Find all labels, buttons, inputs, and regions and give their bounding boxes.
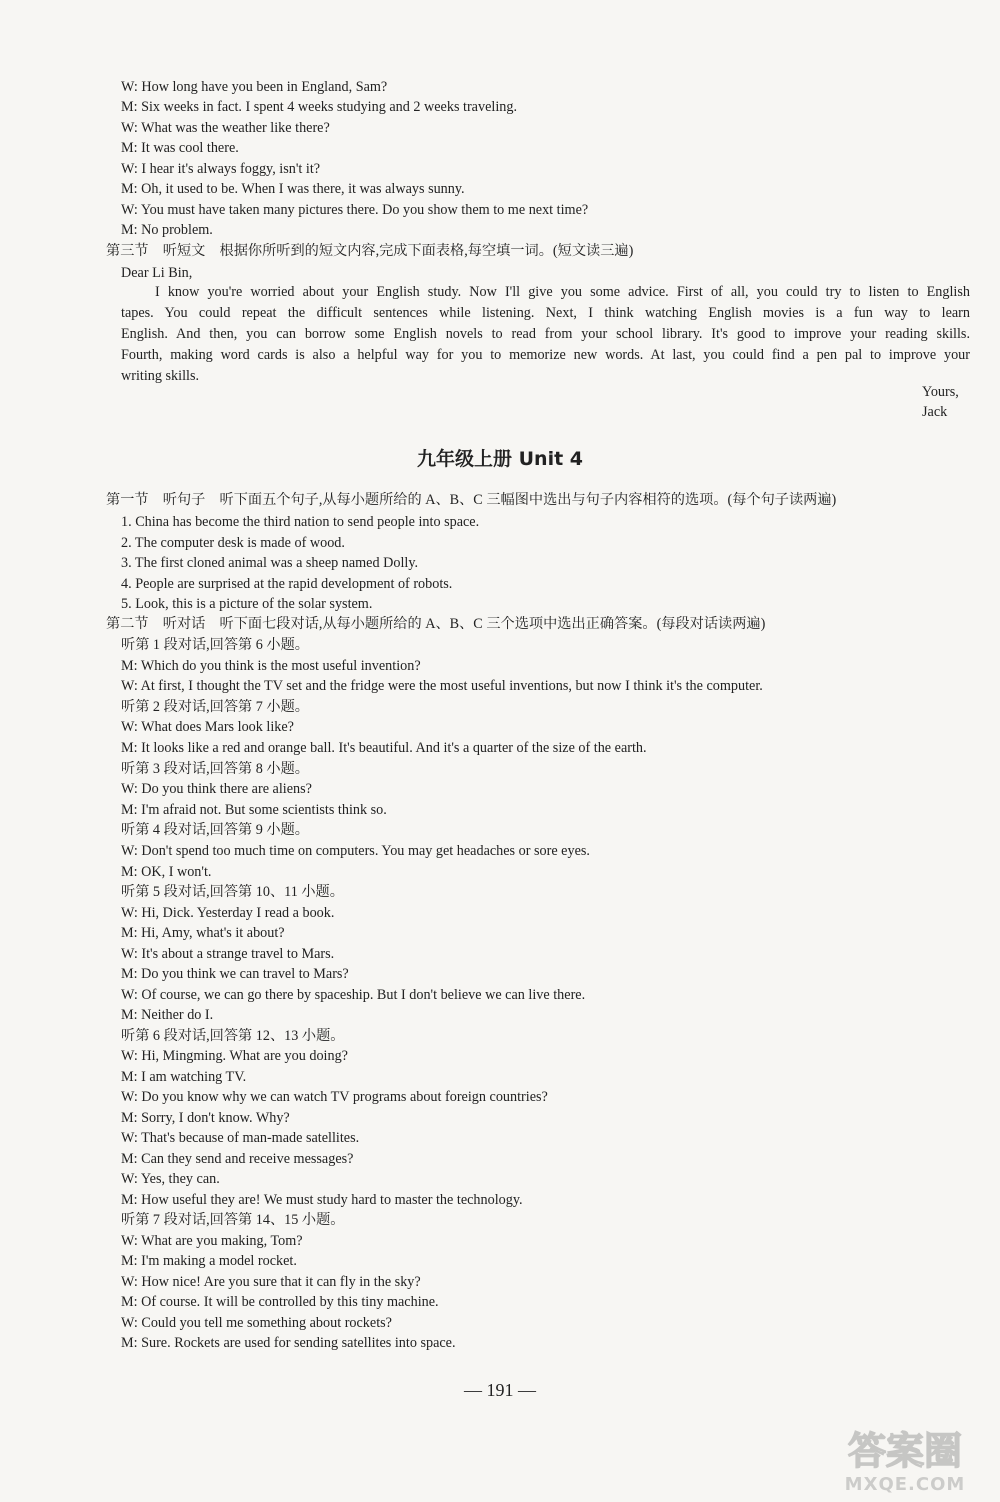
dialogue-line: M: Sorry, I don't know. Why? — [121, 1110, 290, 1126]
page-number: — 191 — — [464, 1380, 536, 1400]
dialogue-intro: 听第 6 段对话,回答第 12、13 小题。 — [121, 1028, 345, 1044]
dialogue-intro: 听第 3 段对话,回答第 8 小题。 — [121, 761, 309, 777]
dialogue-line: W: Do you think there are aliens? — [121, 781, 312, 797]
dialogue-line: M: Of course. It will be controlled by this tiny machine. — [121, 1294, 439, 1310]
dialogue-line: W: How long have you been in England, Sam? — [121, 79, 388, 95]
dialogue-line: W: Of course, we can go there by spaceship. But I don't believe we can live there. — [121, 987, 586, 1003]
letter-paragraph-line: writing skills. — [121, 368, 200, 384]
dialogue-intro: 听第 4 段对话,回答第 9 小题。 — [121, 822, 309, 838]
dialogue-line: W: How nice! Are you sure that it can fly in the sky? — [121, 1274, 421, 1290]
dialogue-intro: 听第 5 段对话,回答第 10、11 小题。 — [121, 884, 344, 900]
dialogue-line: W: What are you making, Tom? — [121, 1233, 303, 1249]
dialogue-line: M: I'm afraid not. But some scientists think so. — [121, 802, 387, 818]
letter-paragraph-line: tapes. You could repeat the difficult sentences while listening. Next, I think watching English movies is a fun way to learn — [121, 305, 970, 321]
watermark-logo — [820, 1418, 990, 1496]
dialogue-line: M: Oh, it used to be. When I was there, it was always sunny. — [121, 181, 465, 197]
dialogue-intro: 听第 7 段对话,回答第 14、15 小题。 — [121, 1212, 345, 1228]
watermark-sub-text: MXQE.COM — [844, 1474, 966, 1495]
dialogue-line: M: How useful they are! We must study hard to master the technology. — [121, 1192, 523, 1208]
section-heading: 第三节 听短文 根据你所听到的短文内容,完成下面表格,每空填一词。(短文读三遍) — [106, 243, 634, 259]
dialogue-line: M: It was cool there. — [121, 140, 239, 156]
dialogue-line: W: Could you tell me something about rockets? — [121, 1315, 392, 1331]
section-heading: 第一节 听句子 听下面五个句子,从每小题所给的 A、B、C 三幅图中选出与句子内容相符的选项。(每个句子读两遍) — [106, 492, 837, 508]
dialogue-line: M: Sure. Rockets are used for sending satellites into space. — [121, 1335, 456, 1351]
dialogue-line: W: It's about a strange travel to Mars. — [121, 946, 335, 962]
dialogue-line: W: At first, I thought the TV set and the fridge were the most useful inventions, but now I think it's the computer. — [121, 678, 763, 694]
dialogue-line: W: I hear it's always foggy, isn't it? — [121, 161, 321, 177]
dialogue-line: W: What was the weather like there? — [121, 120, 330, 136]
dialogue-line: M: OK, I won't. — [121, 864, 212, 880]
dialogue-line: W: You must have taken many pictures there. Do you show them to me next time? — [121, 202, 589, 218]
dialogue-line: M: Neither do I. — [121, 1007, 214, 1023]
dialogue-line: W: Hi, Mingming. What are you doing? — [121, 1048, 348, 1064]
dialogue-intro: 听第 2 段对话,回答第 7 小题。 — [121, 699, 309, 715]
dialogue-line: M: I am watching TV. — [121, 1069, 247, 1085]
letter-signature: Jack — [922, 404, 948, 420]
dialogue-line: W: That's because of man-made satellites. — [121, 1130, 360, 1146]
dialogue-line: M: Which do you think is the most useful invention? — [121, 658, 421, 674]
section-heading: 第二节 听对话 听下面七段对话,从每小题所给的 A、B、C 三个选项中选出正确答案。(每段对话读两遍) — [106, 616, 766, 632]
dialogue-line: M: Can they send and receive messages? — [121, 1151, 354, 1167]
letter-paragraph-line: I know you're worried about your English study. Now I'll give you some advice. First of all, you could try to listen to English — [155, 284, 970, 300]
dialogue-line: M: Hi, Amy, what's it about? — [121, 925, 285, 941]
letter-paragraph-line: English. And then, you can borrow some English novels to read from your school library. It's good to improve your reading skills. — [121, 326, 970, 342]
dialogue-line: W: Do you know why we can watch TV programs about foreign countries? — [121, 1089, 548, 1105]
watermark-main-text: 答案圈 — [847, 1429, 963, 1473]
dialogue-line: M: I'm making a model rocket. — [121, 1253, 297, 1269]
letter-paragraph-line: Fourth, making word cards is also a helpful way for you to memorize new words. At last, you could find a pen pal to improve your — [121, 347, 970, 363]
dialogue-line: W: Don't spend too much time on computers. You may get headaches or sore eyes. — [121, 843, 590, 859]
sentence-item: 3. The first cloned animal was a sheep named Dolly. — [121, 555, 419, 571]
sentence-item: 5. Look, this is a picture of the solar system. — [121, 596, 373, 612]
dialogue-line: W: Yes, they can. — [121, 1171, 220, 1187]
dialogue-line: M: Six weeks in fact. I spent 4 weeks studying and 2 weeks traveling. — [121, 99, 517, 115]
dialogue-line: M: It looks like a red and orange ball. It's beautiful. And it's a quarter of the size of the earth. — [121, 740, 647, 756]
sentence-item: 2. The computer desk is made of wood. — [121, 535, 345, 551]
dialogue-line: M: No problem. — [121, 222, 213, 238]
letter-closing: Yours, — [922, 384, 959, 400]
dialogue-line: W: Hi, Dick. Yesterday I read a book. — [121, 905, 335, 921]
sentence-item: 1. China has become the third nation to send people into space. — [121, 514, 480, 530]
dialogue-line: M: Do you think we can travel to Mars? — [121, 966, 349, 982]
sentence-item: 4. People are surprised at the rapid development of robots. — [121, 576, 453, 592]
dialogue-intro: 听第 1 段对话,回答第 6 小题。 — [121, 637, 309, 653]
letter-salutation: Dear Li Bin, — [121, 265, 193, 281]
unit-title: 九年级上册 Unit 4 — [417, 448, 583, 470]
dialogue-line: W: What does Mars look like? — [121, 719, 294, 735]
